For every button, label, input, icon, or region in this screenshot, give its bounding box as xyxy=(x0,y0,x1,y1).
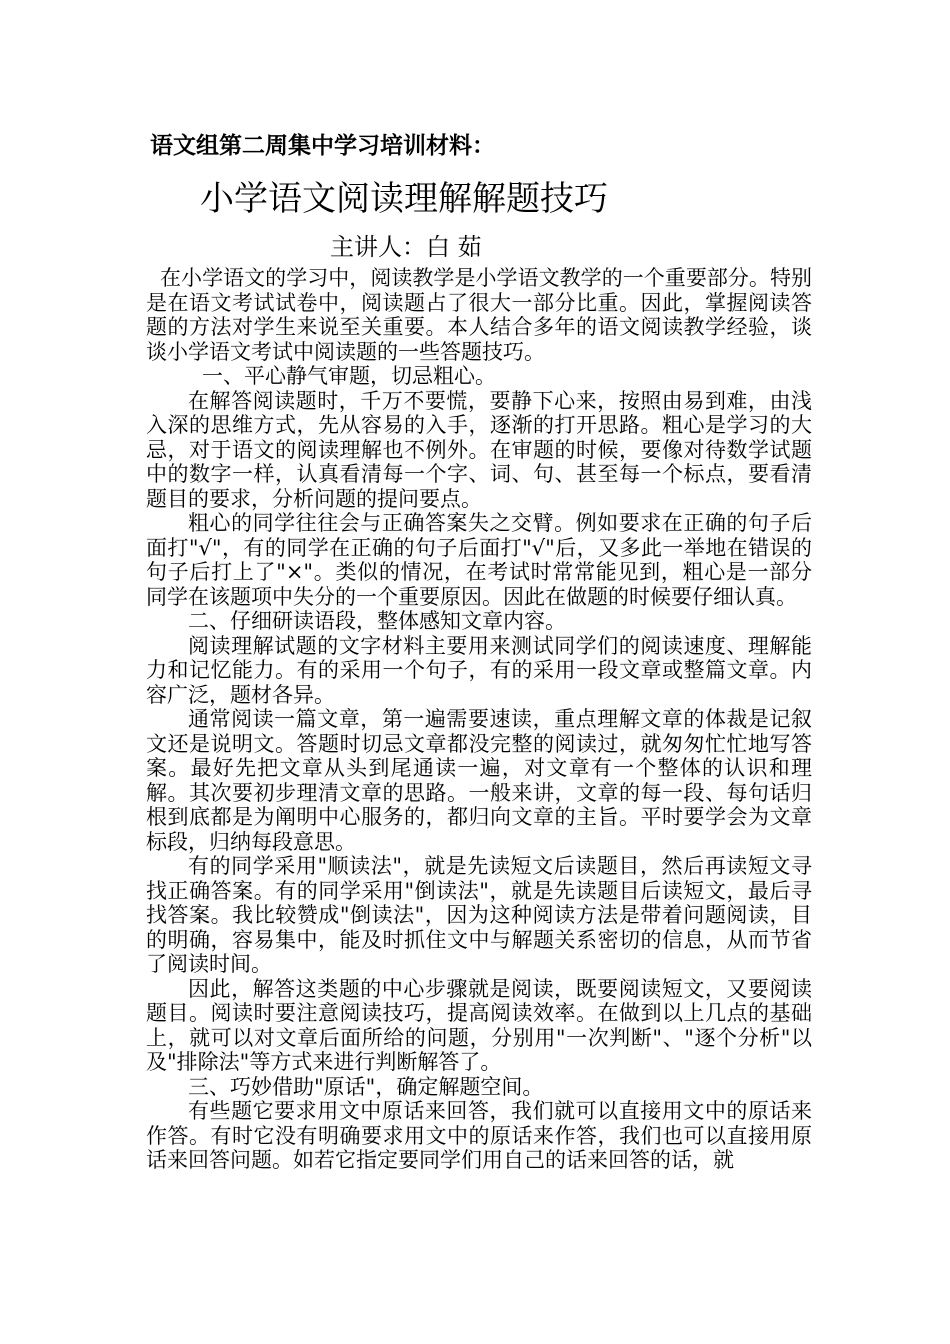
document-body xyxy=(146,266,812,1173)
section-2-heading: 二、仔细研读语段，整体感知文章内容。 xyxy=(188,609,566,633)
section-1-paragraph: 在解答阅读题时，千万不要慌，要静下心来，按照由易到难，由浅入深的思维方式，先从容易的入手，逐渐的打开思路。粗心是学习的大忌，对于语文的阅读理解也不例外。在审题的时候，要像对待数学试题中的数字一样，认真看清每一个字、词、句、甚至每一个标点，要看清题目的要求，分析问题的提问要点。 xyxy=(146,388,812,511)
speaker-line: 主讲人：白 茹 xyxy=(330,233,482,261)
section-3-heading: 三、巧妙借助"原话"，确定解题空间。 xyxy=(188,1074,544,1099)
section-1-paragraph: 粗心的同学往往会与正确答案失之交臂。例如要求在正确的句子后面打"√"，有的同学在正确的句子后面打"√"后，又多此一举地在错误的句子后打上了"×"。类似的情况，在考试时常常能见到，粗心是一部分同学在该题项中失分的一个重要原因。因此在做题的时候要仔细认真。 xyxy=(146,511,812,609)
section-1-heading: 一、平心静气审题，切忌粗心。 xyxy=(202,364,496,388)
section-3-paragraph: 有些题它要求用文中原话来回答，我们就可以直接用文中的原话来作答。有时它没有明确要求用文中的原话来作答，我们也可以直接用原话来回答问题。如若它指定要同学们用自己的话来回答的话，就 xyxy=(146,1099,812,1172)
section-2-paragraph: 有的同学采用"顺读法"，就是先读短文后读题目，然后再读短文寻找正确答案。有的同学采用"倒读法"，就是先读题目后读短文，最后寻找答案。我比较赞成"倒读法"，因为这种阅读方法是带着问题阅读，目的明确，容易集中，能及时抓住文中与解题关系密切的信息，从而节省了阅读时间。 xyxy=(146,854,812,976)
document-title: 小学语文阅读理解解题技巧 xyxy=(200,179,608,219)
section-2-paragraph: 阅读理解试题的文字材料主要用来测试同学们的阅读速度、理解能力和记忆能力。有的采用一个句子，有的采用一段文章或整篇文章。内容广泛，题材各异。 xyxy=(146,633,812,707)
section-2-paragraph: 通常阅读一篇文章，第一遍需要速读，重点理解文章的体裁是记叙文还是说明文。答题时切忌文章都没完整的阅读过，就匆匆忙忙地写答案。最好先把文章从头到尾通读一遍，对文章有一个整体的认识和理解。其次要初步理清文章的思路。一般来讲，文章的每一段、每句话归根到底都是为阐明中心服务的，都归向文章的主旨。平时要学会为文章标段，归纳每段意思。 xyxy=(146,707,812,854)
section-2-paragraph: 因此，解答这类题的中心步骤就是阅读，既要阅读短文，又要阅读题目。阅读时要注意阅读技巧，提高阅读效率。在做到以上几点的基础上，就可以对文章后面所给的问题，分别用"一次判断"、"逐个分析"以及"排除法"等方式来进行判断解答了。 xyxy=(146,976,812,1074)
intro-paragraph: 在小学语文的学习中，阅读教学是小学语文教学的一个重要部分。特别是在语文考试试卷中，阅读题占了很大一部分比重。因此，掌握阅读答题的方法对学生来说至关重要。本人结合多年的语文阅读教学经验，谈谈小学语文考试中阅读题的一些答题技巧。 xyxy=(146,266,812,364)
document-header: 语文组第二周集中学习培训材料： xyxy=(150,133,495,159)
